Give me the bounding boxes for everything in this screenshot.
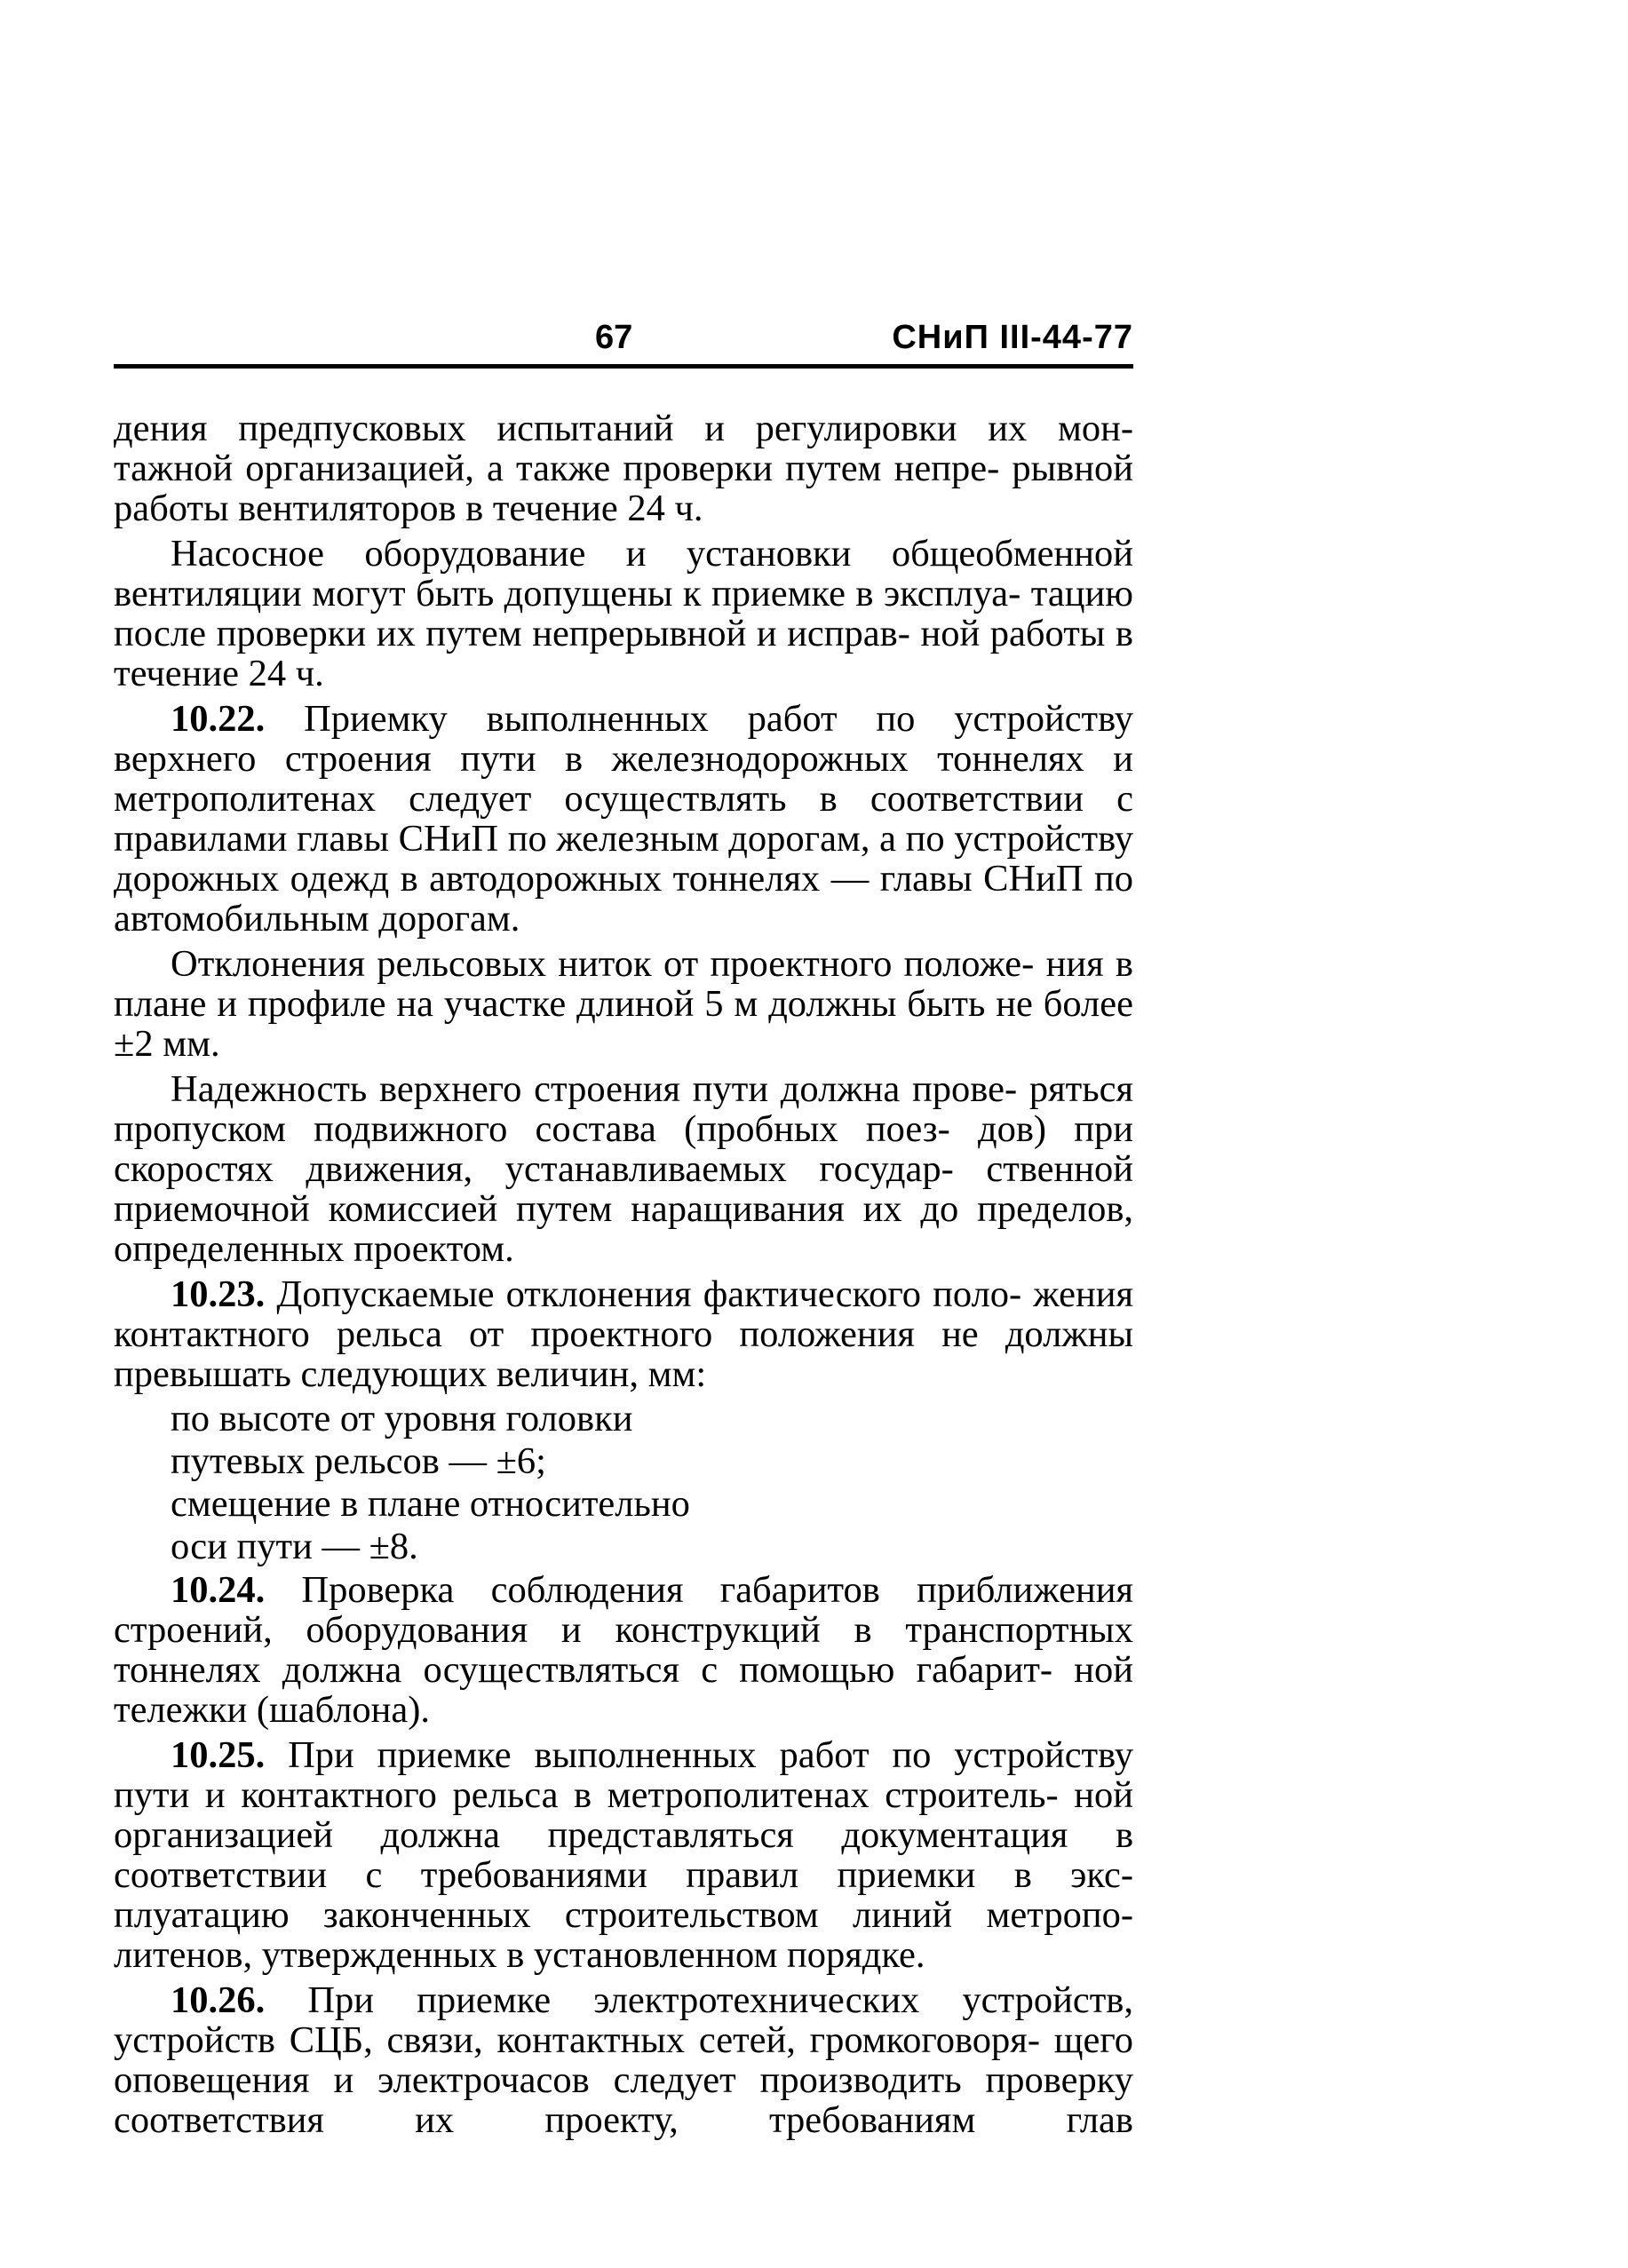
text-line: строений, оборудования и конструкций в транспортных [114, 1609, 1133, 1651]
text-line: Надежность верхнего строения пути должна прове- [171, 1068, 1018, 1110]
text-line: литенов, утвержденных в установленном порядке. [114, 1934, 925, 1976]
text-line: рывной работы вентиляторов в течение 24 ч. [114, 448, 1133, 529]
text-line: устройству дорожных одежд в автодорожных тоннелях — [114, 818, 1133, 900]
clause-number: 10.22. [171, 698, 266, 740]
text-line: дения предпусковых испытаний и регулировки их мон- [114, 408, 1133, 449]
clause-number: 10.23. [171, 1273, 266, 1315]
text-line: ной организацией должна представляться документация [114, 1774, 1133, 1856]
paragraph-rail-deviation [114, 944, 1133, 1064]
header-rule [114, 364, 1133, 369]
text-line: ной тележки (шаблона). [114, 1649, 1134, 1731]
clause-10-26 [114, 1980, 1133, 2140]
page-header [114, 316, 1133, 369]
document-code: СНиП III-44-77 [892, 319, 1133, 356]
text-line: ния в плане и профиле на участке длиной 5 м должны [114, 943, 1133, 1025]
paragraph-continuation [114, 408, 1133, 528]
text-line: щего оповещения и электрочасов следует производить [114, 2019, 1133, 2101]
text-line: Насосное оборудование и установки общеобменной [171, 533, 1133, 575]
text-line: вентиляции могут быть допущены к приемке в эксплуа- [114, 573, 1021, 615]
page-number: 67 [595, 319, 633, 356]
clause-number: 10.26. [171, 1979, 266, 2021]
text-line: При приемке электротехнических устройств, [265, 1979, 1133, 2021]
text-line: тоннелях должна осуществляться с помощью габарит- [114, 1649, 1053, 1691]
list-item: путевых рельсов — ±6; [171, 1440, 546, 1482]
text-line: Допускаемые отклонения фактического поло- [265, 1273, 1022, 1315]
body-text [114, 408, 1133, 2145]
clause-number: 10.24. [171, 1569, 266, 1611]
text-line: Отклонения рельсовых ниток от проектного положе- [171, 943, 1035, 985]
text-line: дов) при скоростях движения, устанавливаемых государ- [114, 1108, 1133, 1190]
text-line: жения контактного рельса от проектного положения не [114, 1273, 1134, 1355]
list-item: смещение в плане относительно [171, 1483, 690, 1525]
text-line: метрополитенах следует осуществлять в соответствии с [114, 778, 1133, 820]
text-line: проверку соответствия их проекту, требованиям глав [114, 2059, 1134, 2141]
text-line: ной работы в течение 24 ч. [114, 613, 1133, 694]
text-line: быть не более ±2 мм. [114, 983, 1133, 1065]
text-line: устройств СЦБ, связи, контактных сетей, громкоговоря- [114, 2019, 1040, 2061]
text-line: верхнего строения пути в железнодорожных тоннелях и [114, 738, 1133, 780]
paragraph-pumping-equipment [114, 534, 1133, 694]
text-line: ственной приемочной комиссией путем наращивания их [114, 1148, 1134, 1230]
list-item: оси пути — ±8. [171, 1526, 418, 1567]
text-line: ряться пропуском подвижного состава (пробных поез- [114, 1068, 1134, 1150]
text-line: Проверка соблюдения габаритов приближения [265, 1569, 1133, 1611]
list-item: по высоте от уровня головки [171, 1398, 633, 1439]
text-line: до пределов, определенных проектом. [114, 1188, 1134, 1270]
clause-10-22 [114, 699, 1133, 939]
text-line: При приемке выполненных работ по устройству [265, 1734, 1133, 1776]
text-line: тажной организацией, а также проверки путем непре- [114, 448, 1000, 489]
clause-10-24 [114, 1570, 1133, 1730]
text-line: главы СНиП по автомобильным дорогам. [114, 858, 1133, 940]
text-line: пути и контактного рельса в метрополитенах строитель- [114, 1774, 1059, 1816]
text-line: плуатацию законченных строительством линий метропо- [114, 1894, 1133, 1936]
clause-10-23 [114, 1274, 1133, 1394]
text-line: тацию после проверки их путем непрерывной и исправ- [114, 573, 1133, 654]
text-line: в соответствии с требованиями правил приемки в экс- [114, 1814, 1134, 1896]
paragraph-track-reliability [114, 1069, 1133, 1269]
clause-number: 10.25. [171, 1734, 266, 1776]
text-line: правилами главы СНиП по железным дорогам, а по [114, 818, 945, 860]
clause-10-25 [114, 1735, 1133, 1975]
text-line: должны превышать следующих величин, мм: [114, 1313, 1133, 1395]
text-line: Приемку выполненных работ по устройству [265, 698, 1133, 740]
tolerance-list [114, 1400, 1133, 1566]
